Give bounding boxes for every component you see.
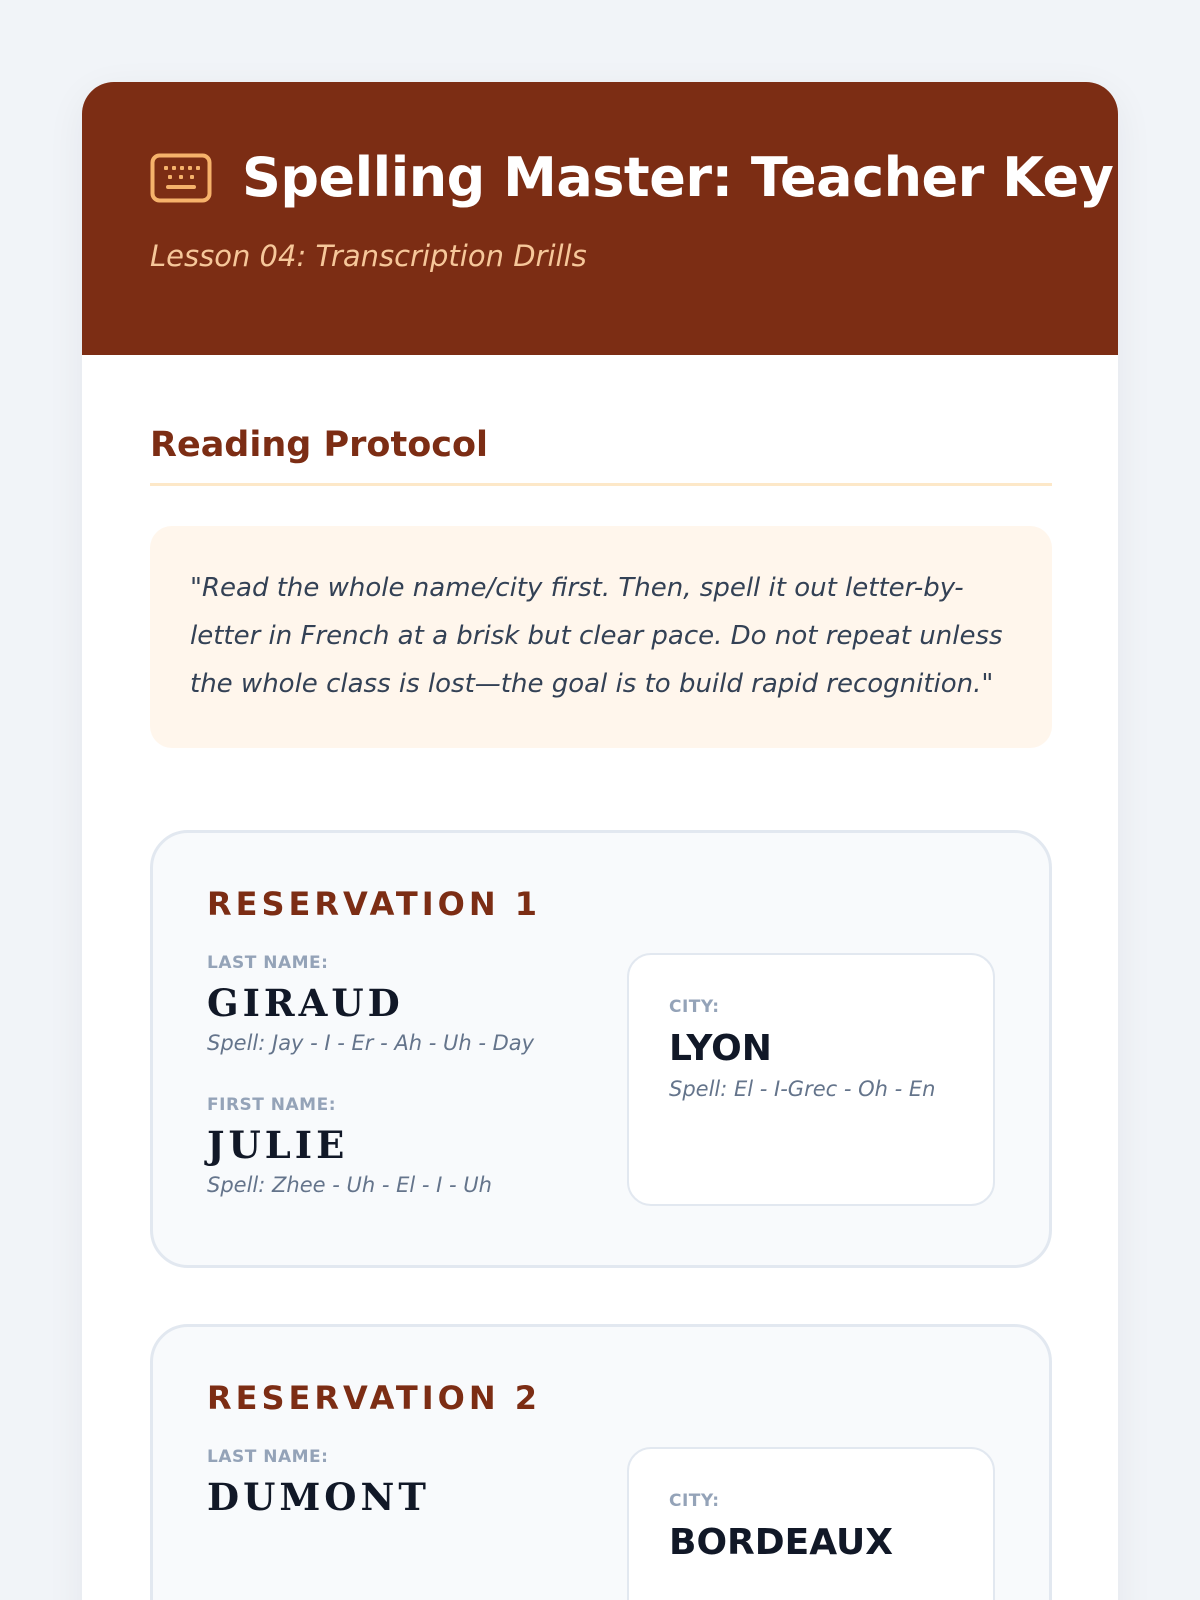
keyboard-icon: [150, 153, 212, 203]
city-spelling: Spell: El - I-Grec - Oh - En: [669, 1077, 936, 1101]
city-label: CITY:: [669, 1491, 720, 1511]
last-name-block: [207, 1447, 617, 1519]
first-name-value: JULIE: [207, 1123, 349, 1167]
card-header: [82, 82, 1118, 355]
city-value: BORDEAUX: [669, 1522, 893, 1563]
city-value: LYON: [669, 1028, 772, 1069]
last-name-block: [207, 953, 617, 1055]
card-body: [82, 425, 1118, 1600]
page-title: Spelling Master: Teacher Key: [242, 146, 1114, 209]
city-label: CITY:: [669, 997, 720, 1017]
reservation-content: [207, 953, 995, 1206]
lesson-subtitle: Lesson 04: Transcription Drills: [150, 239, 587, 273]
last-name-label: LAST NAME:: [207, 1447, 329, 1467]
city-box: [627, 1447, 995, 1600]
last-name-spelling: Spell: Jay - I - Er - Ah - Uh - Day: [207, 1031, 535, 1055]
last-name-label: LAST NAME:: [207, 953, 329, 973]
names-column: [207, 953, 617, 1206]
protocol-quote: "Read the whole name/city first. Then, spell it out letter-by-letter in French at a brisk but clear pace. Do not repeat unless the whole class is lost—the goal is to build rapid recognition.": [150, 526, 1052, 748]
city-box: [627, 953, 995, 1206]
protocol-heading: Reading Protocol: [150, 425, 1052, 486]
reservation-card-1: [150, 830, 1052, 1268]
last-name-value: GIRAUD: [207, 981, 404, 1025]
reservation-title: RESERVATION 1: [207, 885, 542, 923]
title-row: [150, 146, 1114, 209]
last-name-value: DUMONT: [207, 1475, 430, 1519]
reservation-card-2: [150, 1324, 1052, 1600]
first-name-label: FIRST NAME:: [207, 1095, 336, 1115]
names-column: [207, 1447, 617, 1600]
reservation-title: RESERVATION 2: [207, 1379, 542, 1417]
first-name-block: [207, 1095, 617, 1197]
first-name-spelling: Spell: Zhee - Uh - El - I - Uh: [207, 1173, 492, 1197]
teacher-key-card: [82, 82, 1118, 1600]
reservation-content: [207, 1447, 995, 1600]
